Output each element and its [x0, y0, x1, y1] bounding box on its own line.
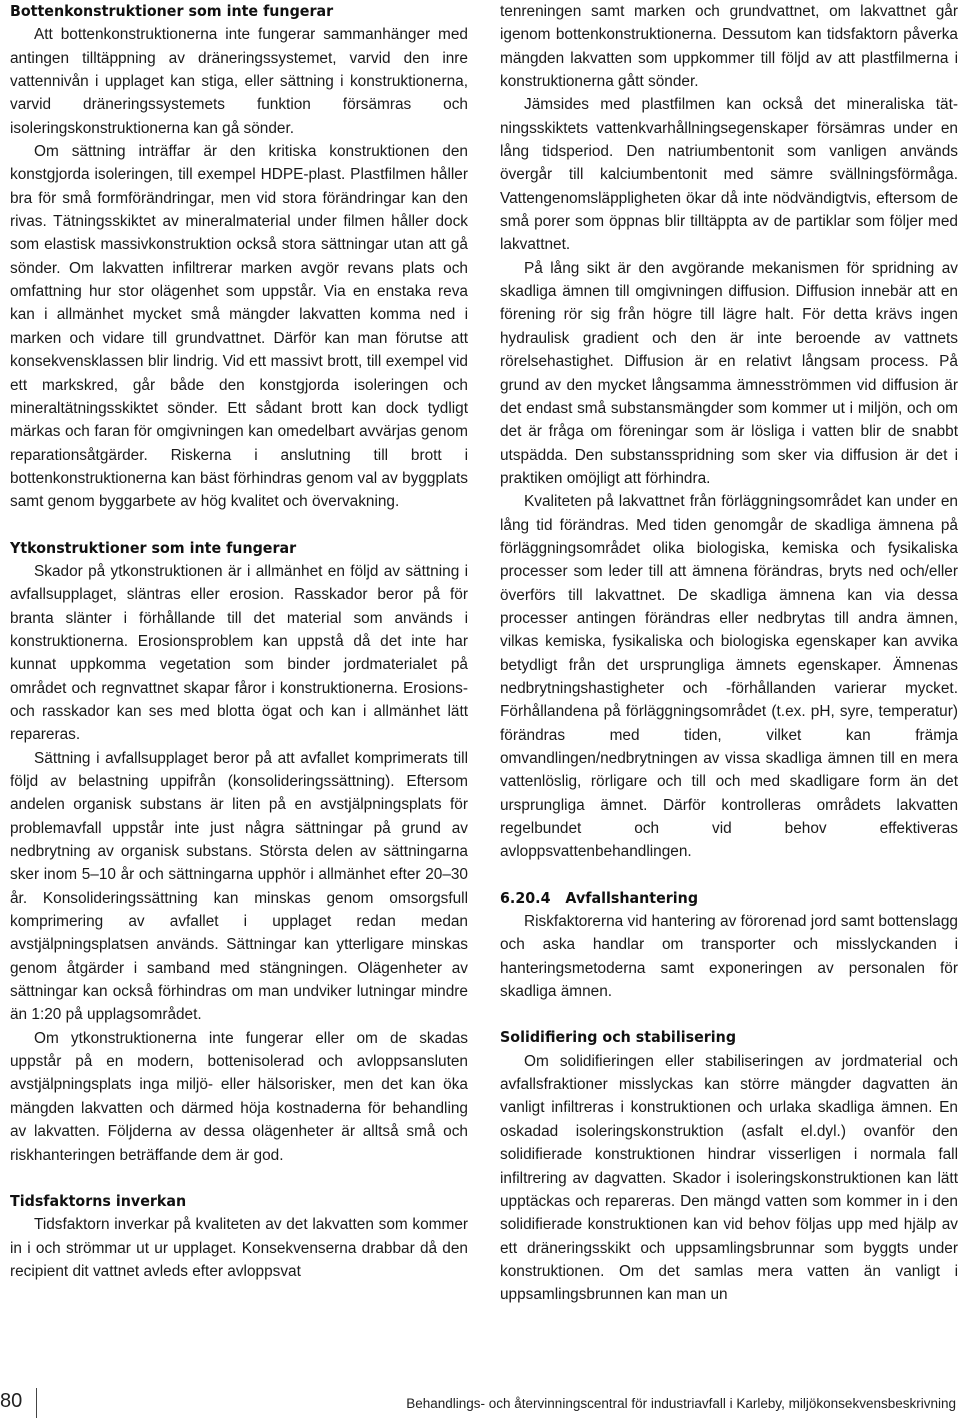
section-spacer	[10, 1167, 468, 1190]
body-paragraph: Om ytkonstruktionerna inte fungerar eller om de skadas uppstår på en modern, bottenisolerad och avloppsansluten avstjälpningsplats inga miljö- eller hälsorisker, men det kan öka mängden lakvatten och därmed höja kostnaderna för behandling av lakvatten. Följderna av dessa olägenheter är alltså små och riskhanteringen beträffande dem är god.	[10, 1029, 468, 1164]
body-paragraph: Om sättning inträffar är den kritiska konstruktionen den konstgjorda isoleringen, till exempel HDPE-plast. Plastfilmen håller bra för små formförändringar, men vid stora förändringar kan den rivas. Tätningsskiktet av mineralmaterial under filmen håller dock som elastisk massivkonstruktion också stora sättningar utan att gå sönder. Om lakvatten infiltrerar marken avgör revans plats och omfattning hur stor olägenhet som uppstår. Via en enstaka reva kan i allmänhet mycket små mängder lakvatten komma ned i marken och vidare till grundvattnet. Därför kan man förutse att konsekvensklassen blir lindrig. Vid ett massivt brott, till exempel vid ett markskred, går både den konstgjorda isoleringen och mineraltätningsskiktet sönder. Ett sådant brott kan dock tydligt märkas och faran för omgivningen kan omedelbart avvärjas genom reparationsåtgärder. Riskerna i anslutning till brott i bottenkonstruktionerna kan bäst förhindras genom val av byggplats samt genom byggarbete av hög kvalitet och övervakning.	[10, 143, 468, 511]
body-paragraph: Skador på ytkonstruktionen är i allmänhet en följd av sättning i avfallsupplaget, släntras eller erosion. Rasskador beror på för branta slänter i förhållande till det material som används i konstruktionerna. Erosionsproblem kan uppstå då det inte har kunnat uppkomma vegetation som binder jordmaterialet på området och regnvattnet skapar fåror i konstruktionerna. Erosions- och rasskador kan ses med blotta ögat och kan i allmänhet lätt repareras.	[10, 562, 468, 744]
section-heading-solidifiering: Solidifiering och stabilisering	[500, 1028, 737, 1047]
section-spacer	[500, 1003, 958, 1026]
right-column	[500, 0, 958, 1307]
body-paragraph: Sättning i avfallsupplaget beror på att avfallet komprimerats till följd av belastning uppifrån (konsolideringssättning). Eftersom andelen organisk substans är liten på en avstjälpningsplats för problemavfall uppstår inte just några sättningar på grund av nedbrytning av organisk substans. Största delen av sättningarna sker inom 5–10 år och sättningarna upphör i allmänhet efter 20–30 år. Konsolideringssättning kan minskas genom omsorgsfull komprimering av avfallet i upplaget redan medan avstjälpningsplatsen används. Sättningar kan ytterligare minskas genom åtgärder i samband med stängningen. Olägenheter av sättningar kan också förhindras om man undviker lutningar mindre än 1:20 på upplagsområdet.	[10, 749, 468, 1024]
section-spacer	[10, 514, 468, 537]
body-paragraph: Tidsfaktorn inverkar på kvaliteten av det lakvatten som kommer in i och strömmar ut ur upplaget. Konsekvenserna drabbar då den recipient dit vattnet avleds efter avloppsvat	[10, 1216, 468, 1280]
body-paragraph: Att bottenkonstruktionerna inte fungerar sammanhänger med antingen tilltäppning av dräneringssystemet, varvid den inre vattennivån i upplaget kan stiga, eller sättning i konstruktionerna, varvid dräneringssystemets funktion försämras och isoleringskonstruktionerna kan gå sönder.	[10, 26, 468, 137]
footer-divider	[36, 1388, 37, 1418]
footer-document-title: Behandlings- och återvinningscentral för industriavfall i Karleby, miljökonsekvensbeskrivning	[406, 1396, 956, 1411]
section-heading-bottenkonstruktioner: Bottenkonstruktioner som inte fungerar	[10, 2, 334, 20]
section-heading-tidsfaktorn: Tidsfaktorns inverkan	[10, 1191, 187, 1210]
body-paragraph: Riskfaktorerna vid hantering av förorenad jord samt bottenslagg och aska handlar om transporter och misslyckanden i hanteringsmetoderna samt exponeringen av personalen för skadliga ämnen.	[500, 913, 958, 1001]
body-paragraph: Jämsides med plastfilmen kan också det mineraliska tätningsskiktets vattenkvarhållningsegenskaper försämras under en lång tidsperiod. Den natriumbentonit som vanligen används övergår till kalciumbentonit med sämre svällningsförmåga. Vattengenomsläppligheten ökar då inte nödvändigtvis, eftersom de små porer som öppnas blir tilltäppta av de partiklar som följer med lakvattnet.	[500, 96, 958, 254]
body-paragraph: Om solidifieringen eller stabiliseringen av jordmaterial och avfallsfraktioner misslyckas kan större mängder dagvatten än vanligt infiltreras i konstruktionen och urlaka skadliga ämnen. En oskadad isoleringskonstruktion (asfalt el.dyl.) ovanför den solidifierade konstruktionen hindrar visserligen i normala fall infiltrering av dagvatten. Skador i isoleringskonstruktionen kan lätt upptäckas och repareras. Den mängd vatten som kommer in i den solidifierade konstruktionen kan vid behov följas upp med hjälp av ett dräneringsskikt och uppsamlingsbrunnar som byggts under konstruktionen. Om det samlas mera vatten än vanligt i uppsamlingsbrunnen kan man un	[500, 1052, 958, 1304]
page-number: 80	[0, 1390, 23, 1412]
body-paragraph: Kvaliteten på lakvattnet från förläggningsområdet kan under en lång tid förändras. Med tiden genomgår de skadliga ämnena på förläggningsområdet olika biologiska, kemiska och fysikaliska processer som leder till att ämnena förändras, bryts ned och/eller överförs till lakvattnet. De skadliga ämnena kan via dessa processer antingen förändras eller nedbrytas till andra ämnen, vilkas kemiska, fysikaliska och biologiska egenskaper kan avvika betydligt från det ursprungliga ämnets egenskaper. Ämnenas nedbrytningshastigheter och -förhållanden varierar mycket. Förhållandena på förläggningsområdet (t.ex. pH, syre, temperatur) förändras med tiden, vilket kan främja omvandlingen/nedbrytningen av vissa skadliga ämnen till en mera vattenlöslig, rörligare och till och med skadligare form än det ursprungliga ämnet. Därför kontrolleras områdets lakvatten regelbundet och vid behov effektiveras avloppsvattenbehandlingen.	[500, 493, 958, 861]
left-column	[10, 0, 468, 1283]
section-heading-avfallshantering: 6.20.4 Avfallshantering	[500, 888, 699, 907]
body-paragraph-continued: tenreningen samt marken och grundvattnet, om lakvattnet går igenom bottenkonstruktionerna. Dessutom kan tidsfaktorn påverka mängden lakvatten som uppkommer till följd av att plastfilmerna i konstruktionerna gått sönder.	[500, 3, 958, 91]
section-heading-ytkonstruktioner: Ytkonstruktioner som inte fungerar	[10, 538, 297, 557]
section-spacer	[500, 864, 958, 887]
body-paragraph: På lång sikt är den avgörande mekanismen för spridning av skadliga ämnen till omgivningen diffusion. Diffusion innebär att en förening rör sig från högre till lägre halt. För detta krävs ingen hydraulisk gradient och den är inte beroende av vattnets rörelsehastighet. Diffusion är en relativt långsam process. På grund av den mycket långsamma ämnesströmmen vid diffusion är det endast små substansmängder som kommer ut i miljön, och om det är fråga om föreningar som är lösliga i vatten blir de snabbt utspädda. Den substansspridning som sker via diffusion är det i praktiken omöjligt att förhindra.	[500, 259, 958, 487]
